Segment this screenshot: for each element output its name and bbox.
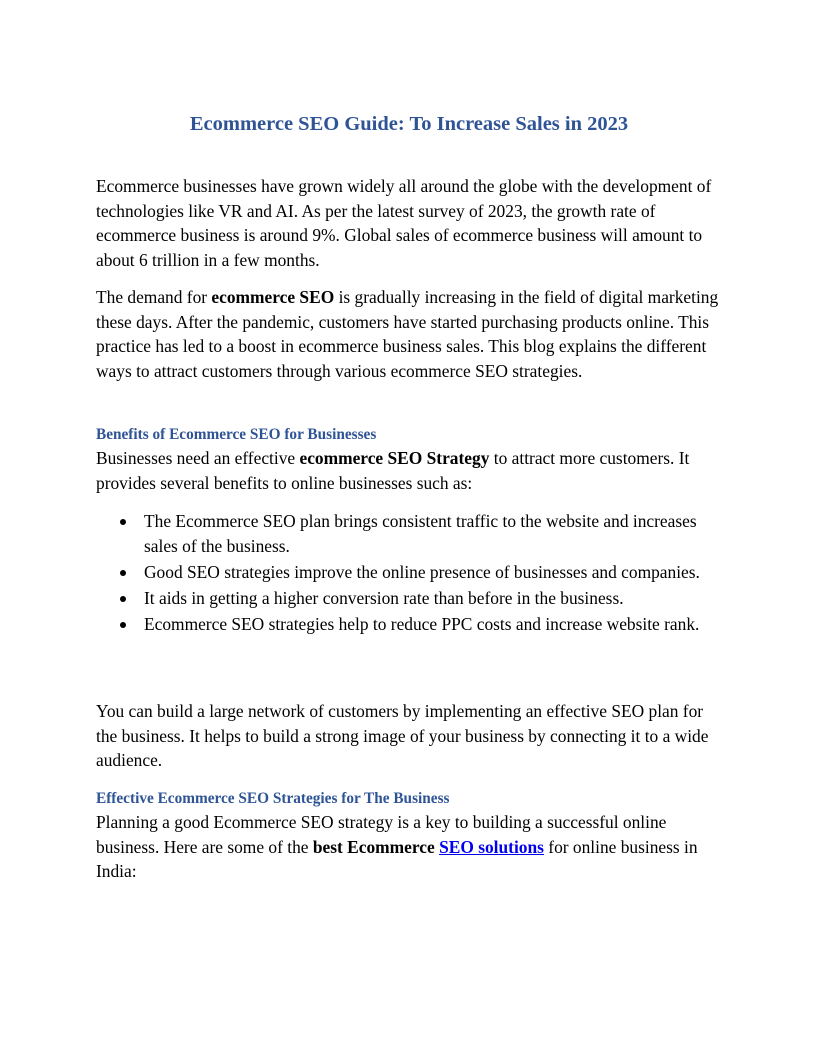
intro-paragraph: Ecommerce businesses have grown widely all around the globe with the development of technologies like VR and AI. As per the latest survey of 2023, the growth rate of ecommerce business is around 9%. Global sales of ecommerce business will amount to about 6 trillion in a few months.: [96, 176, 712, 270]
network-paragraph: You can build a large network of customers by implementing an effective SEO plan for the business. It helps to build a strong image of your business by connecting it to a wide audience.: [96, 701, 709, 771]
demand-paragraph-text-1: The demand for: [96, 287, 212, 307]
ecommerce-seo-bold: ecommerce SEO: [211, 287, 335, 307]
page-title: Ecommerce SEO Guide: To Increase Sales in 2023: [189, 113, 629, 135]
benefits-paragraph: [96, 446, 722, 495]
bullet-icon: [120, 519, 126, 525]
list-item-text: Good SEO strategies improve the online presence of businesses and companies.: [144, 561, 700, 582]
benefits-paragraph-text-2: to attract more customers. It provides several benefits to online businesses such as:: [96, 448, 690, 493]
best-ecommerce-bold: best Ecommerce: [312, 836, 435, 857]
list-item-text: Ecommerce SEO strategies help to reduce PPC costs and increase website rank.: [144, 613, 700, 634]
list-item-text: It aids in getting a higher conversion rate than before in the business.: [144, 587, 624, 608]
bullet-icon: [120, 622, 126, 628]
list-item: [96, 586, 722, 611]
strategies-paragraph: [96, 810, 722, 884]
bullet-icon: [120, 570, 126, 576]
seo-solutions-link[interactable]: SEO solutions: [439, 836, 544, 857]
strategies-paragraph-text-2: for online business in India:: [96, 836, 698, 882]
bullet-icon: [120, 596, 126, 602]
list-item: [96, 612, 722, 637]
list-item-text: The Ecommerce SEO plan brings consistent traffic to the website and increases sales of the business.: [144, 511, 697, 556]
strategies-heading: Effective Ecommerce SEO Strategies for The Business: [96, 790, 450, 807]
demand-paragraph-text-2: is gradually increasing in the field of digital marketing these days. After the pandemic, customers have started purchasing products online. This practice has led to a boost in ecommerce business sales. This blog explains the different ways to attract customers through various ecommerce SEO strategies.: [96, 287, 719, 381]
list-item: [96, 560, 722, 585]
demand-paragraph: [96, 285, 722, 383]
benefits-paragraph-text-1: Businesses need an effective: [96, 448, 300, 468]
list-item: [96, 509, 722, 558]
benefits-heading: Benefits of Ecommerce SEO for Businesses: [96, 426, 377, 443]
seo-strategy-bold: ecommerce SEO Strategy: [299, 448, 490, 468]
strategies-paragraph-text-1: Planning a good Ecommerce SEO strategy is a key to building a successful online business. Here are some of the: [96, 812, 667, 857]
benefits-list: [96, 509, 722, 638]
